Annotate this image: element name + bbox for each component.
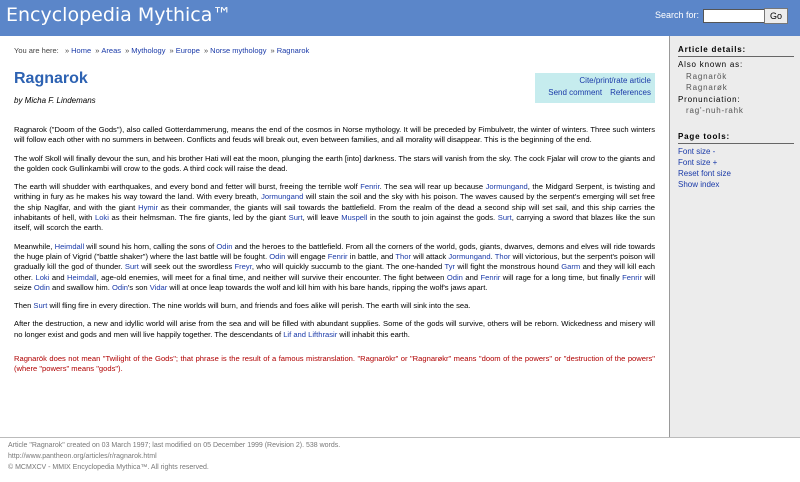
article-paragraph: Ragnarok ("Doom of the Gods"), also called Gotterdammerung, means the end of the cosmos in Norse mythology. It will be preceded by Fimbulvetr, the winter of winters. Three such winters will follow each other with no summers in between. Conflicts and feuds will break out, even between families, and all morality will disappear. This is the beginning of the end. xyxy=(14,125,655,145)
sidebar-divider xyxy=(678,56,794,57)
article-link-hymir[interactable]: Hymir xyxy=(138,202,158,212)
footer-article-info: Article "Ragnarok" created on 03 March 1997; last modified on 05 December 1999 (Revision 2). 538 words. xyxy=(8,442,341,449)
article-body xyxy=(14,125,655,383)
article-link-jormungand[interactable]: Jormungand xyxy=(485,182,528,192)
article-link-thor[interactable]: Thor xyxy=(395,251,412,261)
article-link-surt[interactable]: Surt xyxy=(33,301,48,311)
breadcrumb-separator: » xyxy=(95,46,100,55)
site-header xyxy=(0,0,800,36)
search-go-button[interactable]: Go xyxy=(764,8,788,24)
article-link-odin[interactable]: Odin xyxy=(111,282,128,292)
article-paragraph: The wolf Skoll will finally devour the sun, and his brother Hati will eat the moon, plunging the earth [into] darkness. The stars will vanish from the sky. The cock Fjalar will crow to the giants and the golden cock Gullinkambi will crow to the gods. A third cock will raise the dead. xyxy=(14,153,655,173)
breadcrumb-separator: » xyxy=(270,46,275,55)
article-link-jormungand[interactable]: Jormungand xyxy=(448,251,491,261)
article-paragraph: The earth will shudder with earthquakes, and every bond and fetter will burst, freeing the terrible wolf Fenrir. The sea will rear up because Jormungand, the Midgard Serpent, is twisting and writhing in fury as he makes his way toward the land. With every breath, Jormungand will stain the soil and the sky with his poison. The waves caused by the serpent's emerging will set free the ship Naglfar, and with the giant Hymir as their commander, the giants will sail towards the battlefield. From the realm of the dead a second ship will set sail, and this ship carries the inhabitants of hell, with Loki as their helmsman. The fire giants, led by the giant Surt, will leave Muspell in the south to join against the gods. Surt, carrying a sword that blazes like the sun itself, will scorch the earth. xyxy=(14,182,656,233)
main-content xyxy=(0,36,668,437)
article-link-loki[interactable]: Loki xyxy=(35,272,50,282)
search-input[interactable] xyxy=(703,9,765,23)
page-footer xyxy=(0,437,800,482)
font-size-increase-link[interactable]: Font size + xyxy=(678,158,718,167)
sidebar xyxy=(669,36,800,437)
article-paragraph: After the destruction, a new and idyllic world will arise from the sea and will be filled with abundant supplies. Some of the gods will survive, others will be reborn. Wickedness and misery will no longer exist and gods and men will live happily together. The descendants of Lif and Lifthrasir will inhabit this earth. xyxy=(14,319,655,339)
article-link-loki[interactable]: Loki xyxy=(94,213,109,223)
font-size-decrease-link[interactable]: Font size - xyxy=(678,147,716,156)
breadcrumb-mythology[interactable]: Mythology xyxy=(131,46,166,55)
article-paragraph: Then Surt will fling fire in every direction. The nine worlds will burn, and friends and foes alike will perish. The earth will sink into the sea. xyxy=(14,301,471,311)
breadcrumb-prefix: You are here: xyxy=(14,46,59,55)
pronunciation-value: rag'-nuh-rahk xyxy=(686,106,744,115)
pronunciation-label: Pronunciation: xyxy=(678,95,741,104)
sidebar-divider xyxy=(678,143,794,144)
footer-copyright: © MCMXCV - MMIX Encyclopedia Mythica™. All rights reserved. xyxy=(8,464,209,471)
breadcrumb-separator: » xyxy=(169,46,174,55)
article-link-thor[interactable]: Thor xyxy=(494,251,511,261)
article-link-heimdall[interactable]: Heimdall xyxy=(54,241,85,251)
alias-item: Ragnarök xyxy=(686,72,728,81)
search-label: Search for: xyxy=(655,10,700,20)
article-link-muspell[interactable]: Muspell xyxy=(341,213,368,223)
article-link-garm[interactable]: Garm xyxy=(561,262,581,272)
translation-note: Ragnarök does not mean "Twilight of the Gods"; that phrase is the result of a famous mistranslation. "Ragnarökr" or "Ragnarøkr" means "doom of the powers" or "destruction of the powers" (where "powers" means "gods"). xyxy=(14,354,655,374)
breadcrumb-separator: » xyxy=(62,46,70,55)
breadcrumb-separator: » xyxy=(204,46,209,55)
article-link-freyr[interactable]: Freyr xyxy=(234,262,252,272)
article-link-surt[interactable]: Surt xyxy=(497,213,512,223)
article-link-lif-and-lifthrasir[interactable]: Lif and Lifthrasir xyxy=(283,329,338,339)
footer-url: http://www.pantheon.org/articles/r/ragnarok.html xyxy=(8,453,157,460)
article-link-vidar[interactable]: Vidar xyxy=(149,282,168,292)
article-link-heimdall[interactable]: Heimdall xyxy=(67,272,97,282)
references-link[interactable]: References xyxy=(610,88,651,97)
cite-print-rate-link[interactable]: Cite/print/rate article xyxy=(579,76,651,85)
article-link-fenrir[interactable]: Fenrir xyxy=(622,272,642,282)
article-link-fenrir[interactable]: Fenrir xyxy=(480,272,501,282)
article-title: Ragnarok xyxy=(14,70,88,87)
article-link-odin[interactable]: Odin xyxy=(216,241,233,251)
breadcrumb-separator: » xyxy=(125,46,130,55)
breadcrumb-home[interactable]: Home xyxy=(71,46,92,55)
breadcrumb xyxy=(14,46,309,55)
article-paragraph: Meanwhile, Heimdall will sound his horn, calling the sons of Odin and the heroes to the battlefield. From all the corners of the world, gods, giants, dwarves, demons and elves will ride towards the huge plain of Vigrid ("battle shaker") where the last battle will be fought. Odin will engage Fenrir in battle, and Thor will attack Jormungand. Thor will victorious, but the serpent's poison will gradually kill the god of thunder. Surt will seek out the swordless Freyr, who will quickly succumb to the giant. The one-handed Tyr will fight the monstrous hound Garm and they will kill each other. Loki and Heimdall, age-old enemies, will meet for a final time, and neither will survive their encounter. The fight between Odin and Fenrir will rage for a long time, but finally Fenrir will seize Odin and swallow him. Odin's son Vidar will at once leap towards the wolf and kill him with his bare hands, ripping the wolf's jaws apart. xyxy=(14,241,656,292)
page-tools-heading: Page tools: xyxy=(678,132,730,141)
article-details-heading: Article details: xyxy=(678,45,746,54)
article-link-jormungand[interactable]: Jormungand xyxy=(261,192,304,202)
article-tools-box xyxy=(535,73,655,103)
breadcrumb-norse-mythology[interactable]: Norse mythology xyxy=(210,46,267,55)
alias-item: Ragnarøk xyxy=(686,83,728,92)
article-link-odin[interactable]: Odin xyxy=(33,282,50,292)
article-link-odin[interactable]: Odin xyxy=(269,251,286,261)
breadcrumb-areas[interactable]: Areas xyxy=(101,46,121,55)
article-link-odin[interactable]: Odin xyxy=(446,272,463,282)
article-link-fenrir[interactable]: Fenrir xyxy=(360,182,380,192)
article-link-fenrir[interactable]: Fenrir xyxy=(327,251,348,261)
breadcrumb-europe[interactable]: Europe xyxy=(175,46,200,55)
reset-font-size-link[interactable]: Reset font size xyxy=(678,169,731,178)
article-link-surt[interactable]: Surt xyxy=(288,213,303,223)
article-link-tyr[interactable]: Tyr xyxy=(444,262,456,272)
send-comment-link[interactable]: Send comment xyxy=(548,88,603,97)
article-author: by Micha F. Lindemans xyxy=(14,96,96,105)
article-link-surt[interactable]: Surt xyxy=(124,262,139,272)
show-index-link[interactable]: Show index xyxy=(678,180,720,189)
site-title[interactable]: Encyclopedia Mythica™ xyxy=(6,4,232,26)
breadcrumb-current[interactable]: Ragnarok xyxy=(276,46,310,55)
also-known-label: Also known as: xyxy=(678,60,744,69)
